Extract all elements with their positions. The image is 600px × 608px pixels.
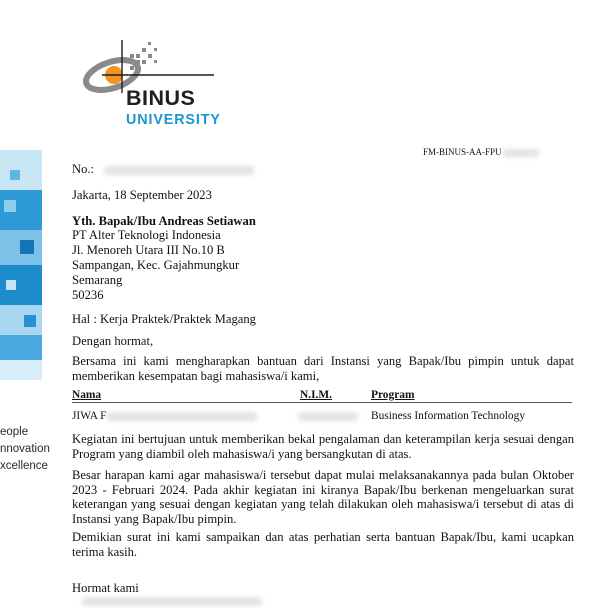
recipient-city: Semarang xyxy=(72,273,123,287)
recipient-street: Jl. Menoreh Utara III No.10 B xyxy=(72,243,225,257)
body-paragraph-1: Kegiatan ini bertujuan untuk memberikan bekal pengalaman dan keterampilan kerja sesuai dengan Program yang diambil oleh mahasiswa/i yang bersangkutan di atas. xyxy=(72,432,574,461)
salutation: Dengan hormat, xyxy=(72,334,154,348)
redacted-student-name xyxy=(107,412,257,421)
decorative-side-strip xyxy=(0,0,42,600)
logo-title: BINUS xyxy=(126,86,196,110)
body-paragraph-3: Demikian surat ini kami sampaikan dan atas perhatian serta bantuan Bapak/Ibu, kami ucapkan terima kasih. xyxy=(72,530,574,559)
signatory-line xyxy=(72,593,262,608)
binus-logo xyxy=(72,38,232,132)
letter-number-label: No.: xyxy=(72,162,95,176)
tagline-line-1: eople xyxy=(0,426,29,438)
redacted-letter-number xyxy=(104,166,254,175)
student-program: Business Information Technology xyxy=(371,410,526,422)
logo-subtitle: UNIVERSITY xyxy=(126,112,221,128)
intro-paragraph: Bersama ini kami mengharapkan bantuan dari Instansi yang Bapak/Ibu pimpin untuk dapat memberikan kesempatan bagi mahasiswa/i kami, xyxy=(72,354,574,383)
student-name-text: JIWA F xyxy=(72,410,107,422)
student-nim xyxy=(298,410,358,422)
letter-number xyxy=(72,162,254,177)
letter-date: Jakarta, 18 September 2023 xyxy=(72,188,212,202)
header-program: Program xyxy=(371,389,415,401)
tagline xyxy=(0,424,50,475)
recipient-name: Yth. Bapak/Ibu Andreas Setiawan xyxy=(72,214,256,228)
redacted-signatory xyxy=(82,597,262,606)
recipient-district: Sampangan, Kec. Gajahmungkur xyxy=(72,258,240,272)
student-name xyxy=(72,410,257,422)
recipient-company: PT Alter Teknologi Indonesia xyxy=(72,228,221,242)
closing: Hormat kami xyxy=(72,581,139,595)
redacted-form-number xyxy=(503,149,539,157)
header-nim: N.I.M. xyxy=(300,389,332,401)
header-name: Nama xyxy=(72,389,102,401)
tagline-line-2: nnovation xyxy=(0,443,50,455)
body-paragraph-2: Besar harapan kami agar mahasiswa/i tersebut dapat mulai melaksanakannya pada bulan Oktober 2023 - Februari 2024. Pada akhir kegiatan ini kiranya Bapak/Ibu berkenan mengeluarkan surat keterangan yang sesuai dengan kegiatan yang telah dilakukan oleh mahasiswa/i tersebut di atas di Instansi yang Bapak/Ibu pimpin. xyxy=(72,468,574,526)
tagline-line-3: xcellence xyxy=(0,460,48,472)
letter-subject: Hal : Kerja Praktek/Praktek Magang xyxy=(72,312,256,326)
form-code xyxy=(423,147,539,157)
redacted-student-nim xyxy=(298,412,358,421)
form-code-text: FM-BINUS-AA-FPU xyxy=(423,147,502,157)
table-divider xyxy=(72,402,572,403)
recipient-postal-code: 50236 xyxy=(72,288,104,302)
